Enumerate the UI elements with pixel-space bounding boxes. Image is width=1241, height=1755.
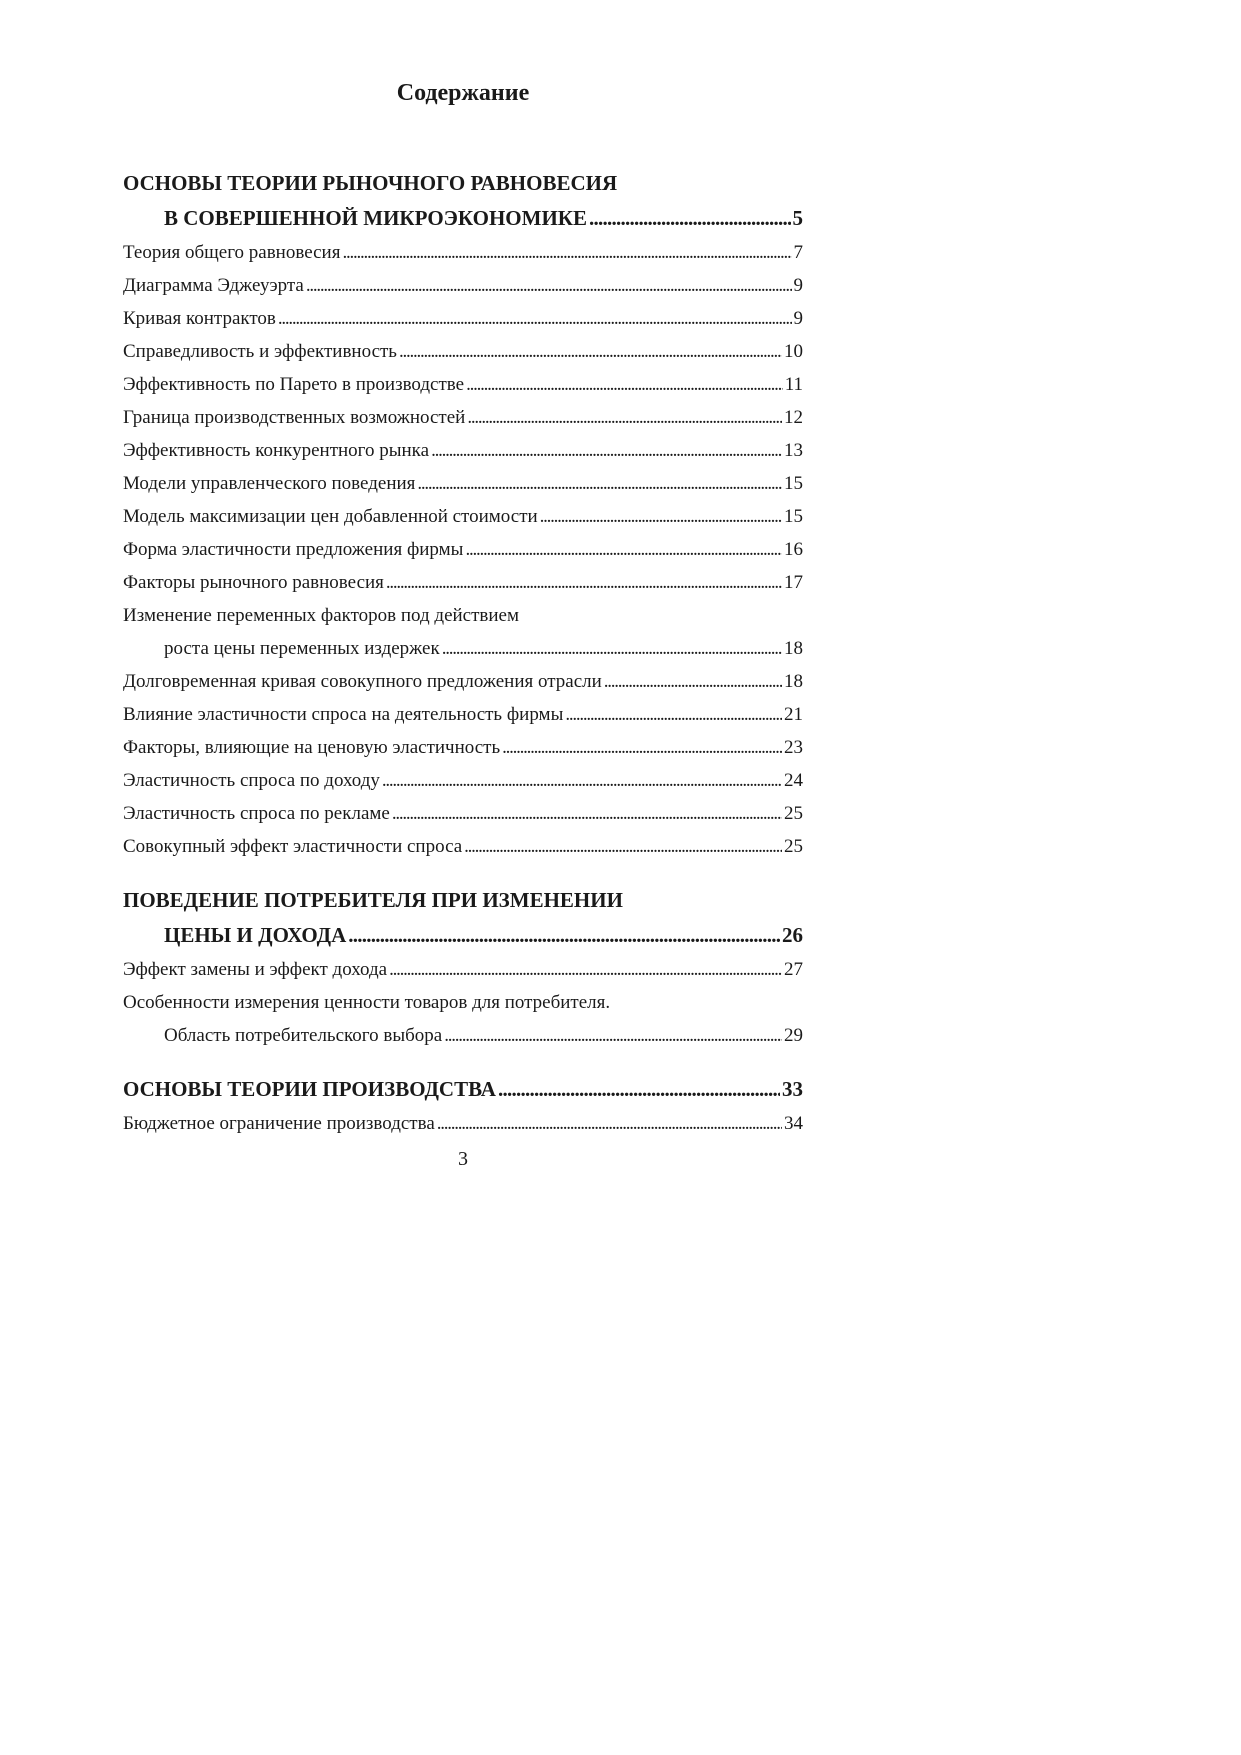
toc-entry-label: Факторы рыночного равновесия (123, 572, 384, 593)
toc-entry-label: Диаграмма Эджеуэрта (123, 275, 304, 296)
toc-entry-page: 24 (784, 770, 803, 791)
section-gap (123, 863, 803, 883)
dot-leader (431, 434, 782, 467)
toc-entry[interactable] (123, 632, 803, 665)
toc-entry-page: 9 (793, 275, 803, 296)
toc-entry-label: роста цены переменных издержек (164, 638, 440, 659)
toc-entry-label: Область потребительского выбора (164, 1025, 443, 1046)
dot-leader (399, 335, 782, 368)
page-number: 3 (458, 1148, 468, 1170)
toc-entry[interactable] (123, 1072, 803, 1107)
toc-entry-page: 25 (784, 836, 803, 857)
toc-entry[interactable] (123, 764, 803, 797)
toc-entry-label-line1: Изменение переменных факторов под действием (123, 605, 520, 626)
toc-entry-page: 23 (784, 737, 803, 758)
toc-entry-label: В СОВЕРШЕННОЙ МИКРОЭКОНОМИКЕ (164, 206, 588, 230)
toc-entry-page: 33 (782, 1077, 803, 1101)
dot-leader (467, 401, 782, 434)
toc-entry-label: Форма эластичности предложения фирмы (123, 539, 464, 560)
toc-entry-label: Модель максимизации цен добавленной стоимости (123, 506, 538, 527)
toc-entry[interactable] (123, 467, 803, 500)
dot-leader (465, 533, 782, 566)
section-gap (123, 1052, 803, 1072)
dot-leader (437, 1107, 782, 1140)
toc-entry[interactable] (123, 236, 803, 269)
dot-leader (278, 302, 792, 335)
toc-entry-label: Совокупный эффект эластичности спроса (123, 836, 463, 857)
toc-entry-label: Влияние эластичности спроса на деятельность фирмы (123, 704, 564, 725)
table-of-contents (123, 166, 803, 1140)
toc-entry-page: 12 (784, 407, 803, 428)
toc-entry-page: 34 (784, 1113, 803, 1134)
toc-entry-label: Эффективность по Парето в производстве (123, 374, 465, 395)
dot-leader (589, 201, 790, 236)
toc-entry[interactable] (123, 269, 803, 302)
toc-entry-page: 15 (784, 506, 803, 527)
toc-entry[interactable] (123, 918, 803, 953)
dot-leader (306, 269, 792, 302)
toc-entry-label: Эластичность спроса по доходу (123, 770, 380, 791)
toc-entry[interactable] (123, 698, 803, 731)
dot-leader (382, 764, 782, 797)
dot-leader (386, 566, 782, 599)
toc-entry[interactable] (123, 1019, 803, 1052)
toc-entry-page: 27 (784, 959, 803, 980)
dot-leader (464, 830, 782, 863)
toc-entry-page: 7 (793, 242, 803, 263)
toc-entry-page: 29 (784, 1025, 803, 1046)
toc-entry[interactable] (123, 434, 803, 467)
toc-entry[interactable] (123, 830, 803, 863)
page-title: Содержание (396, 80, 530, 106)
dot-leader (565, 698, 782, 731)
dot-leader (502, 731, 782, 764)
toc-entry[interactable] (123, 797, 803, 830)
toc-entry[interactable] (123, 201, 803, 236)
toc-entry[interactable] (123, 1107, 803, 1140)
toc-entry-label: Граница производственных возможностей (123, 407, 466, 428)
toc-entry-page: 25 (784, 803, 803, 824)
toc-entry[interactable] (123, 335, 803, 368)
toc-entry-label: Кривая контрактов (123, 308, 276, 329)
toc-entry[interactable] (123, 302, 803, 335)
toc-entry[interactable] (123, 731, 803, 764)
dot-leader (444, 1019, 782, 1052)
dot-leader (604, 665, 782, 698)
toc-entry-label: ОСНОВЫ ТЕОРИИ ПРОИЗВОДСТВА (123, 1077, 496, 1101)
section-heading: ОСНОВЫ ТЕОРИИ РЫНОЧНОГО РАВНОВЕСИЯ (123, 171, 618, 195)
toc-entry-label: ЦЕНЫ И ДОХОДА (164, 923, 347, 947)
toc-entry-label: Справедливость и эффективность (123, 341, 397, 362)
dot-leader (392, 797, 782, 830)
toc-entry-label: Бюджетное ограничение производства (123, 1113, 435, 1134)
toc-entry-page: 9 (793, 308, 803, 329)
toc-entry[interactable] (123, 566, 803, 599)
toc-entry-page: 18 (784, 671, 803, 692)
toc-entry-page: 11 (784, 374, 803, 395)
toc-entry-label: Эластичность спроса по рекламе (123, 803, 390, 824)
toc-entry-page: 13 (784, 440, 803, 461)
toc-entry-page: 21 (784, 704, 803, 725)
toc-entry-label: Эффект замены и эффект дохода (123, 959, 388, 980)
toc-entry-label: Эффективность конкурентного рынка (123, 440, 430, 461)
toc-entry-label: Факторы, влияющие на ценовую эластичность (123, 737, 501, 758)
toc-entry[interactable] (123, 500, 803, 533)
toc-entry-page: 16 (784, 539, 803, 560)
toc-entry-label: Долговременная кривая совокупного предложения отрасли (123, 671, 602, 692)
toc-entry-page: 10 (784, 341, 803, 362)
dot-leader (348, 918, 780, 953)
dot-leader (498, 1072, 780, 1107)
toc-entry-label: Теория общего равновесия (123, 242, 341, 263)
dot-leader (417, 467, 782, 500)
toc-entry[interactable] (123, 368, 803, 401)
toc-entry-page: 18 (784, 638, 803, 659)
dot-leader (442, 632, 782, 665)
toc-entry-label: Модели управленческого поведения (123, 473, 416, 494)
toc-entry[interactable] (123, 401, 803, 434)
dot-leader (389, 953, 782, 986)
toc-entry-page: 15 (784, 473, 803, 494)
toc-entry-page: 5 (792, 206, 803, 230)
toc-entry-page: 17 (784, 572, 803, 593)
toc-entry-label-line1: Особенности измерения ценности товаров для потребителя. (123, 992, 611, 1013)
toc-entry[interactable] (123, 533, 803, 566)
section-heading: ПОВЕДЕНИЕ ПОТРЕБИТЕЛЯ ПРИ ИЗМЕНЕНИИ (123, 888, 623, 912)
dot-leader (540, 500, 782, 533)
toc-entry-page: 26 (782, 923, 803, 947)
dot-leader (342, 236, 791, 269)
dot-leader (466, 368, 783, 401)
toc-entry[interactable] (123, 953, 803, 986)
toc-entry[interactable] (123, 665, 803, 698)
